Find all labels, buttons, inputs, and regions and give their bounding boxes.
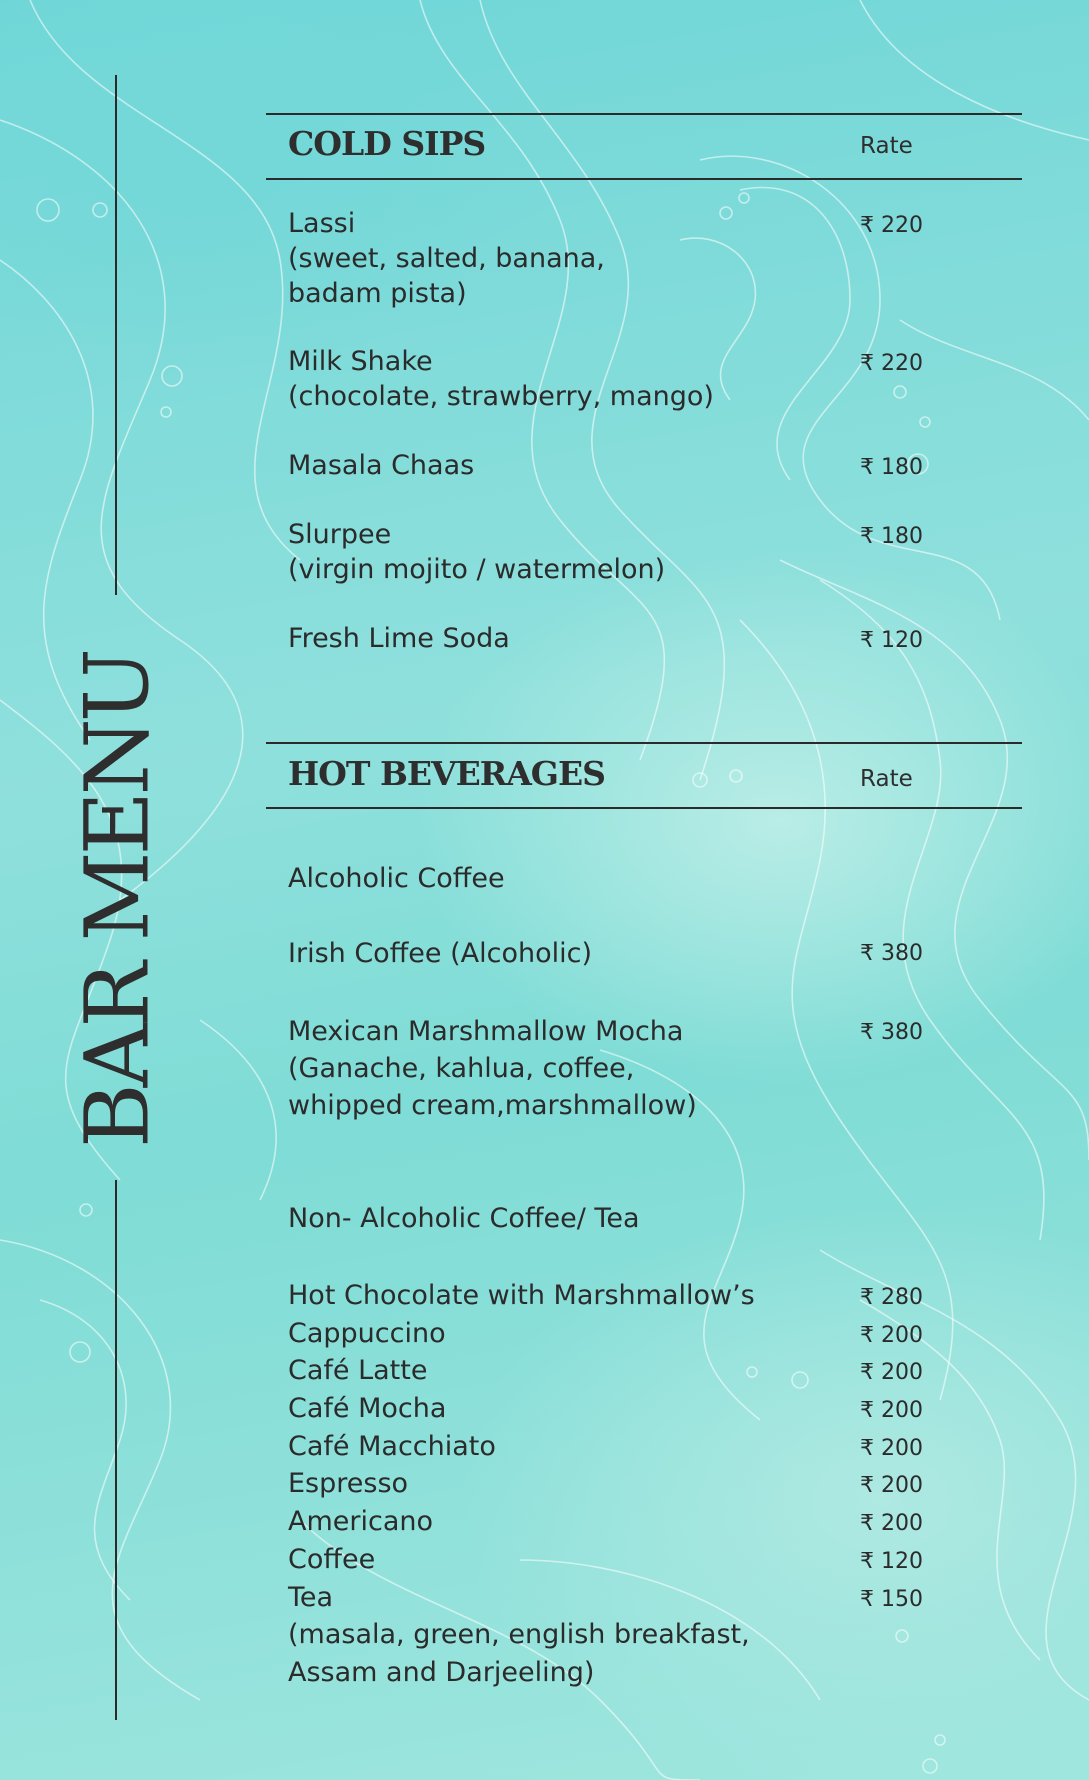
price-irish-coffee: ₹ 380 (860, 941, 923, 966)
menu-item-americano: Americano (288, 1506, 434, 1538)
tea-varieties-note: (masala, green, english breakfast, Assam and Darjeeling) (288, 1619, 750, 1688)
list-item (288, 1503, 923, 1541)
price-cappuccino: ₹ 200 (860, 1322, 923, 1348)
cold-sips-bottom-rule (266, 178, 1022, 180)
list-item (288, 1352, 923, 1390)
list-item (288, 1277, 923, 1315)
list-item (288, 1390, 923, 1428)
cold-sips-top-rule (266, 113, 1022, 115)
menu-item-hot-chocolate: Hot Chocolate with Marshmallow’s (288, 1280, 755, 1311)
price-tea: ₹ 150 (860, 1586, 923, 1612)
hot-beverages-rate-heading: Rate (860, 766, 913, 792)
menu-item-slurpee: Slurpee (virgin mojito / watermelon) (288, 519, 666, 585)
price-espresso: ₹ 200 (860, 1473, 923, 1499)
non-alcoholic-list (288, 1277, 923, 1692)
menu-item-cafe-macchiato: Café Macchiato (288, 1430, 496, 1462)
cold-sips-heading: COLD SIPS (288, 124, 486, 163)
left-divider-bottom (115, 1180, 117, 1720)
list-item (288, 1541, 923, 1579)
price-masala-chaas: ₹ 180 (860, 455, 923, 480)
price-mexican-marshmallow-mocha: ₹ 380 (860, 1020, 923, 1045)
price-cafe-latte: ₹ 200 (860, 1360, 923, 1386)
menu-item-masala-chaas: Masala Chaas (288, 450, 475, 481)
menu-item-mexican-marshmallow-mocha: Mexican Marshmallow Mocha (Ganache, kahlua, coffee, whipped cream,marshmallow) (288, 1016, 697, 1121)
menu-item-milk-shake: Milk Shake (chocolate, strawberry, mango) (288, 346, 714, 412)
price-milk-shake: ₹ 220 (860, 351, 923, 376)
menu-item-irish-coffee: Irish Coffee (Alcoholic) (288, 938, 592, 969)
price-cafe-mocha: ₹ 200 (860, 1398, 923, 1424)
price-slurpee: ₹ 180 (860, 524, 923, 549)
hot-beverages-bottom-rule (266, 807, 1022, 809)
list-item (288, 1579, 923, 1617)
list-item (288, 1315, 923, 1353)
cold-sips-rate-heading: Rate (860, 133, 913, 159)
non-alcoholic-heading: Non- Alcoholic Coffee/ Tea (288, 1203, 640, 1234)
price-americano: ₹ 200 (860, 1511, 923, 1537)
menu-item-cafe-latte: Café Latte (288, 1355, 428, 1387)
price-hot-chocolate: ₹ 280 (860, 1285, 923, 1310)
list-item (288, 1428, 923, 1466)
list-item (288, 1465, 923, 1503)
price-cafe-macchiato: ₹ 200 (860, 1435, 923, 1461)
menu-item-fresh-lime-soda: Fresh Lime Soda (288, 623, 510, 654)
menu-item-tea: Tea (288, 1581, 334, 1613)
left-divider-top (115, 75, 117, 595)
price-fresh-lime-soda: ₹ 120 (860, 628, 923, 653)
menu-item-espresso: Espresso (288, 1468, 409, 1500)
menu-item-lassi: Lassi (sweet, salted, banana, badam pista) (288, 208, 605, 309)
menu-item-cafe-mocha: Café Mocha (288, 1393, 447, 1425)
menu-item-cappuccino: Cappuccino (288, 1317, 446, 1349)
menu-item-coffee: Coffee (288, 1543, 376, 1575)
price-lassi: ₹ 220 (860, 213, 923, 238)
price-coffee: ₹ 120 (860, 1548, 923, 1574)
hot-beverages-heading: HOT BEVERAGES (288, 754, 605, 793)
menu-title: BAR MENU (65, 652, 169, 1148)
alcoholic-coffee-heading: Alcoholic Coffee (288, 863, 505, 894)
hot-beverages-top-rule (266, 742, 1022, 744)
